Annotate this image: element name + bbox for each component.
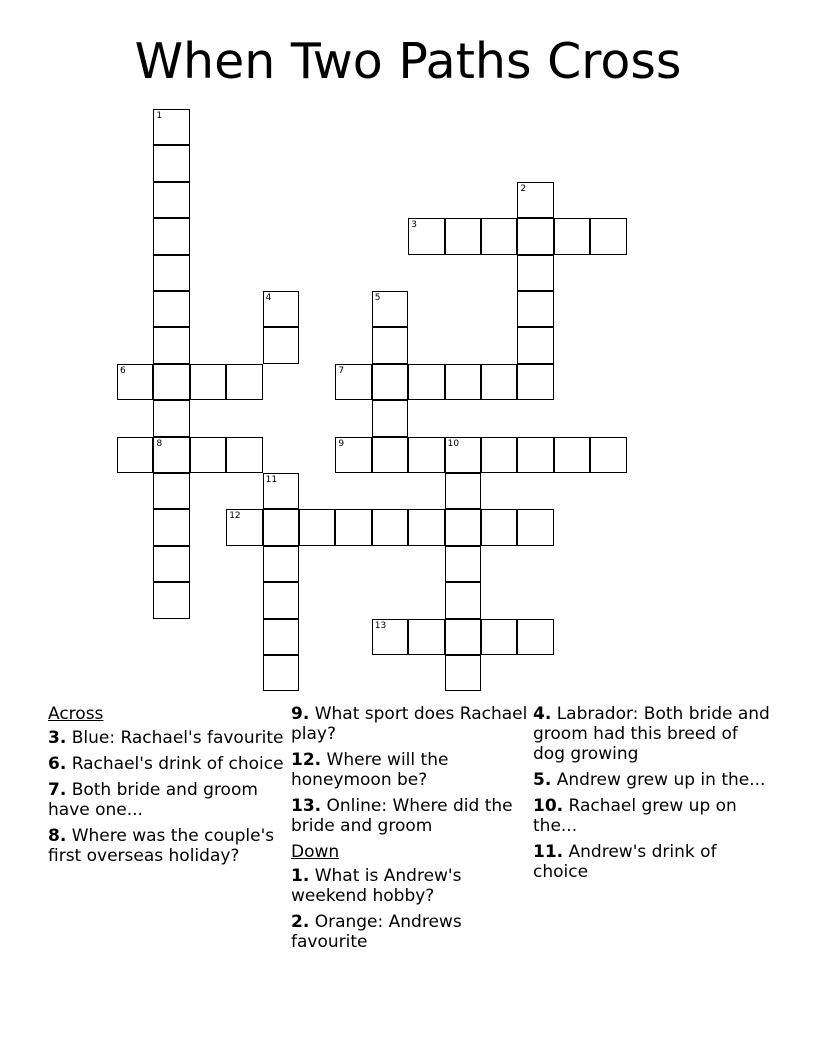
- grid-cell[interactable]: [481, 619, 517, 655]
- down-heading: Down: [291, 842, 340, 862]
- grid-cell[interactable]: [153, 437, 189, 473]
- grid-cell[interactable]: [263, 509, 299, 545]
- grid-cell[interactable]: [408, 509, 444, 545]
- clue-down-5: 5. Andrew grew up in the...: [533, 770, 766, 790]
- cell-number: 3: [411, 220, 417, 231]
- clue-column-3: [533, 704, 773, 888]
- grid-cell[interactable]: [517, 182, 553, 218]
- grid-cell[interactable]: [372, 364, 408, 400]
- clue-down-10: 10. Rachael grew up on the...: [533, 796, 737, 836]
- puzzle-title: When Two Paths Cross: [134, 33, 682, 90]
- clue-down-4: 4. Labrador: Both bride and groom had this breed of dog growing: [533, 704, 770, 764]
- grid-cell[interactable]: [117, 437, 153, 473]
- cell-number: 11: [265, 475, 278, 485]
- grid-cell[interactable]: [153, 364, 189, 400]
- clue-across-12: 12. Where will the honeymoon be?: [291, 750, 449, 790]
- cell-number: 2: [520, 183, 527, 194]
- cell-number: 7: [338, 365, 345, 376]
- grid-cell[interactable]: [481, 437, 517, 473]
- grid-cell[interactable]: [190, 437, 226, 473]
- grid-cell[interactable]: [517, 218, 553, 254]
- grid-cell[interactable]: [226, 364, 262, 400]
- grid-cell[interactable]: [335, 437, 371, 473]
- grid-cell[interactable]: [408, 364, 444, 400]
- grid-cell[interactable]: [481, 364, 517, 400]
- grid-cell[interactable]: [408, 218, 444, 254]
- grid-cell[interactable]: [153, 400, 189, 436]
- grid-cell[interactable]: [554, 437, 590, 473]
- grid-cell[interactable]: [517, 619, 553, 655]
- grid-cell[interactable]: [445, 364, 481, 400]
- grid-cell[interactable]: [263, 655, 299, 691]
- cell-number: 1: [156, 111, 163, 121]
- grid-cell[interactable]: [554, 218, 590, 254]
- grid-cell[interactable]: [517, 509, 553, 545]
- grid-cell[interactable]: [153, 582, 189, 618]
- grid-cell[interactable]: [445, 509, 481, 545]
- clue-across-13: 13. Online: Where did the bride and groom: [291, 796, 513, 836]
- clue-across-6: 6. Rachael's drink of choice: [48, 754, 284, 774]
- clue-across-8: 8. Where was the couple's first overseas holiday?: [48, 826, 275, 866]
- grid-cell[interactable]: [153, 546, 189, 582]
- grid-cell[interactable]: [153, 145, 189, 181]
- grid-cell[interactable]: [445, 218, 481, 254]
- grid-cell[interactable]: [517, 255, 553, 291]
- grid-cell[interactable]: [153, 291, 189, 327]
- grid-cell[interactable]: [263, 327, 299, 363]
- cell-number: 12: [229, 511, 241, 522]
- grid-cell[interactable]: [372, 437, 408, 473]
- grid-cell[interactable]: [481, 218, 517, 254]
- grid-cell[interactable]: [153, 327, 189, 363]
- grid-cell[interactable]: [335, 364, 371, 400]
- grid-cell[interactable]: [408, 619, 444, 655]
- grid-cell[interactable]: [445, 473, 481, 509]
- grid-cell[interactable]: [226, 437, 262, 473]
- clue-column-2: [291, 704, 531, 958]
- grid-cell[interactable]: [445, 655, 481, 691]
- cell-number: 6: [120, 365, 126, 376]
- grid-cell[interactable]: [445, 546, 481, 582]
- grid-cell[interactable]: [590, 218, 626, 254]
- grid-cell[interactable]: [372, 327, 408, 363]
- grid-cell[interactable]: [299, 509, 335, 545]
- grid-cell[interactable]: [190, 364, 226, 400]
- grid-cell[interactable]: [263, 291, 299, 327]
- grid-cell[interactable]: [153, 109, 189, 145]
- clue-down-11: 11. Andrew's drink of choice: [533, 842, 717, 882]
- cell-number: 13: [374, 620, 387, 631]
- grid-cell[interactable]: [517, 327, 553, 363]
- clue-down-2: 2. Orange: Andrews favourite: [291, 912, 462, 952]
- grid-cell[interactable]: [517, 364, 553, 400]
- clue-column-1: [48, 704, 288, 872]
- grid-cell[interactable]: [372, 400, 408, 436]
- grid-cell[interactable]: [445, 619, 481, 655]
- grid-cell[interactable]: [153, 255, 189, 291]
- clue-across-7: 7. Both bride and groom have one...: [48, 780, 258, 820]
- grid-cell[interactable]: [263, 473, 299, 509]
- clue-down-1: 1. What is Andrew's weekend hobby?: [291, 866, 462, 906]
- grid-cell[interactable]: [372, 619, 408, 655]
- clue-across-3: 3. Blue: Rachael's favourite: [48, 728, 284, 748]
- grid-cell[interactable]: [226, 509, 262, 545]
- cell-number: 5: [374, 293, 381, 303]
- across-heading: Across: [48, 704, 104, 724]
- cell-number: 8: [156, 438, 163, 449]
- grid-cell[interactable]: [153, 218, 189, 254]
- grid-cell[interactable]: [445, 582, 481, 618]
- grid-cell[interactable]: [153, 473, 189, 509]
- cell-number: 9: [338, 438, 345, 449]
- grid-cell[interactable]: [408, 437, 444, 473]
- cell-number: 10: [447, 438, 460, 449]
- grid-cell[interactable]: [481, 509, 517, 545]
- grid-cell[interactable]: [590, 437, 626, 473]
- grid-cell[interactable]: [153, 182, 189, 218]
- grid-cell[interactable]: [263, 582, 299, 618]
- grid-cell[interactable]: [263, 619, 299, 655]
- grid-cell[interactable]: [263, 546, 299, 582]
- clue-across-9: 9. What sport does Rachael play?: [291, 704, 528, 744]
- grid-cell[interactable]: [517, 437, 553, 473]
- grid-cell[interactable]: [517, 291, 553, 327]
- grid-cell[interactable]: [117, 364, 153, 400]
- grid-cell[interactable]: [372, 509, 408, 545]
- cell-number: 4: [265, 293, 272, 303]
- grid-cell[interactable]: [335, 509, 371, 545]
- grid-cell[interactable]: [372, 291, 408, 327]
- grid-cell[interactable]: [445, 437, 481, 473]
- grid-cell[interactable]: [153, 509, 189, 545]
